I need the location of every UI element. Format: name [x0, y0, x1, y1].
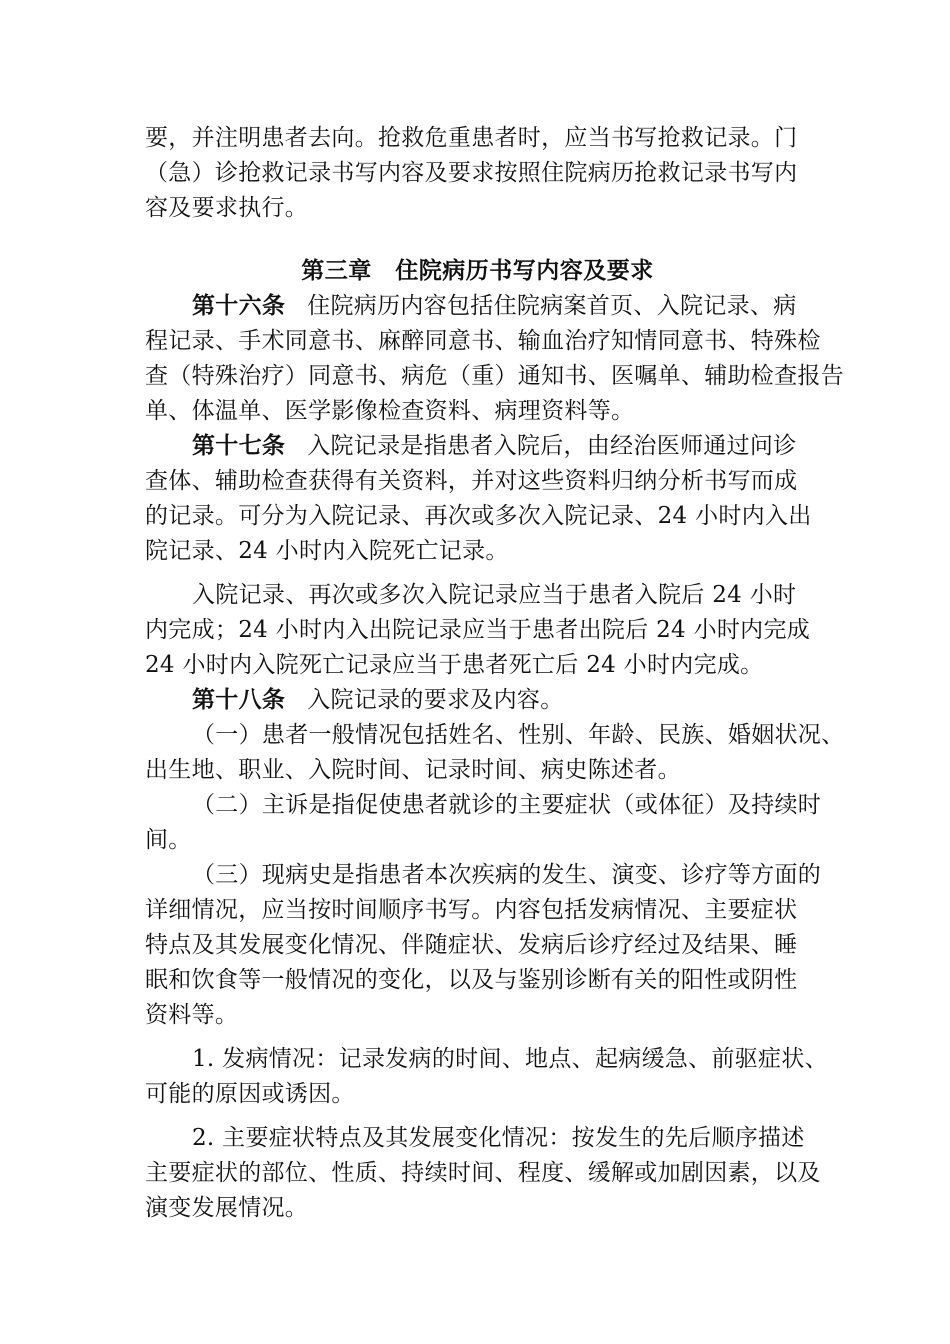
- sub-2-line-3: 演变发展情况。: [145, 1195, 309, 1221]
- intro-line-3: 容及要求执行。: [145, 195, 309, 221]
- article-17-label: 第十七条: [192, 433, 286, 459]
- article-16-label: 第十六条: [192, 293, 286, 319]
- intro-line-1: 要，并注明患者去向。抢救危重患者时，应当书写抢救记录。门: [145, 125, 798, 151]
- article-16-first-line: [192, 289, 810, 323]
- sub-2-line-2: 主要症状的部位、性质、持续时间、程度、缓解或加剧因素，以及: [145, 1160, 821, 1186]
- article-17-line-4: 院记录、24 小时内入院死亡记录。: [145, 538, 509, 564]
- article-17-first-line: [192, 429, 810, 463]
- sub-1-line-1: 1. 发病情况：记录发病的时间、地点、起病缓急、前驱症状、: [192, 1046, 828, 1072]
- article-16-line-4: 单、体温单、医学影像检查资料、病理资料等。: [145, 398, 635, 424]
- item-2-line-1: （二）主诉是指促使患者就诊的主要症状（或体征）及持续时: [192, 792, 822, 818]
- article-17-line-2: 查体、辅助检查获得有关资料，并对这些资料归纳分析书写而成: [145, 468, 798, 494]
- item-2-line-2: 间。: [145, 827, 192, 853]
- article-18-text: 入院记录的要求及内容。: [307, 687, 564, 713]
- sub-2-line-1: 2. 主要症状特点及其发展变化情况：按发生的先后顺序描述: [192, 1125, 805, 1151]
- article-17-p2-line-1: 入院记录、再次或多次入院记录应当于患者入院后 24 小时: [192, 582, 797, 608]
- item-3-line-5: 资料等。: [145, 1002, 239, 1028]
- article-16-line-3: 查（特殊治疗）同意书、病危（重）通知书、医嘱单、辅助检查报告: [145, 363, 844, 389]
- item-1-line-2: 出生地、职业、入院时间、记录时间、病史陈述者。: [145, 757, 681, 783]
- article-17-line-3: 的记录。可分为入院记录、再次或多次入院记录、24 小时内入出: [145, 503, 812, 529]
- article-17-p2-line-3: 24 小时内入院死亡记录应当于患者死亡后 24 小时内完成。: [145, 652, 764, 678]
- article-16-line-2: 程记录、手术同意书、麻醉同意书、输血治疗知情同意书、特殊检: [145, 328, 821, 354]
- item-3-line-3: 特点及其发展变化情况、伴随症状、发病后诊疗经过及结果、睡: [145, 932, 798, 958]
- chapter-heading: 第三章 住院病历书写内容及要求: [301, 258, 654, 284]
- article-17-text: 入院记录是指患者入院后，由经治医师通过问诊: [307, 433, 797, 459]
- item-3-line-4: 眠和饮食等一般情况的变化，以及与鉴别诊断有关的阳性或阴性: [145, 967, 798, 993]
- item-3-line-1: （三）现病史是指患者本次疾病的发生、演变、诊疗等方面的: [192, 862, 822, 888]
- article-18-label: 第十八条: [192, 687, 286, 713]
- intro-line-2: （急）诊抢救记录书写内容及要求按照住院病历抢救记录书写内: [145, 160, 798, 186]
- sub-1-line-2: 可能的原因或诱因。: [145, 1081, 355, 1107]
- article-16-text: 住院病历内容包括住院病案首页、入院记录、病: [307, 293, 797, 319]
- item-1-line-1: （一）患者一般情况包括姓名、性别、年龄、民族、婚姻状况、: [192, 722, 845, 748]
- item-3-line-2: 详细情况，应当按时间顺序书写。内容包括发病情况、主要症状: [145, 897, 798, 923]
- article-17-p2-line-2: 内完成；24 小时内入出院记录应当于患者出院后 24 小时内完成: [145, 617, 811, 643]
- article-18-first-line: [192, 683, 810, 717]
